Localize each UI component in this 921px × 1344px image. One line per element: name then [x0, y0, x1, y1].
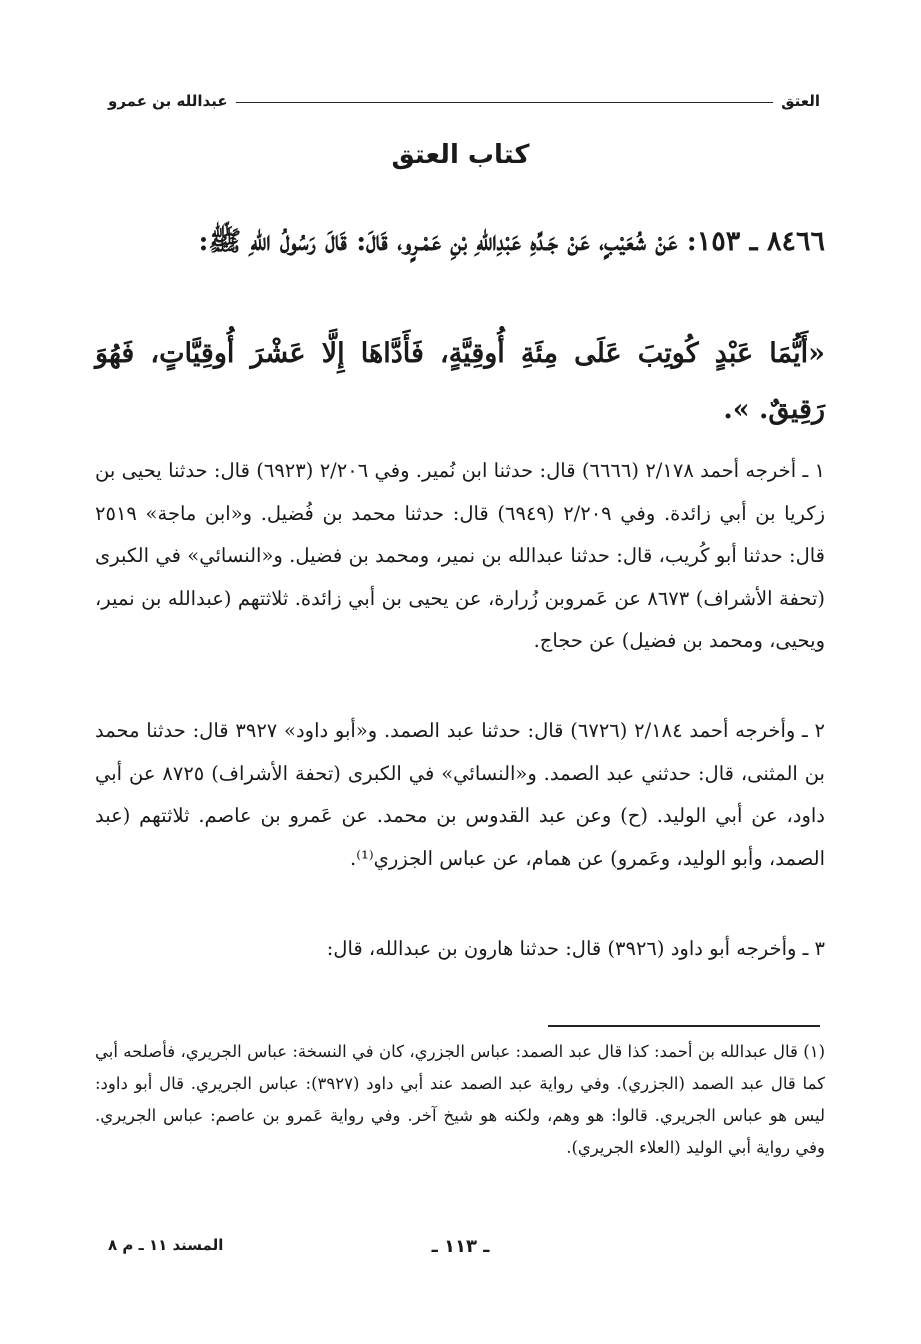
running-header	[108, 88, 820, 114]
takhrij-paragraph-3: ٣ ـ وأخرجه أبو داود (٣٩٢٦) قال: حدثنا هارون بن عبدالله، قال:	[326, 937, 825, 960]
page-number: ـ ١١٣ ـ	[431, 1236, 490, 1257]
header-narrator: عبدالله بن عمرو	[108, 92, 228, 110]
signature-mark: المسند ١١ ـ م ٨	[108, 1236, 224, 1254]
takhrij-paragraph-2: ٢ ـ وأخرجه أحمد ٢/١٨٤ (٦٧٢٦) قال: حدثنا عبد الصمد. و«أبو داود» ٣٩٢٧ قال: حدثنا محمد بن المثنى، قال: حدثني عبد الصمد. و«النسائي» في الكبرى (تحفة الأشراف) ٨٧٢٥ عن أبي داود، عن أبي الوليد. (ح) وعن عبد القدوس بن محمد. عن عَمرو بن عاصم. ثلاثتهم (عبد الصمد، وأبو الوليد، وعَمرو) عن همام، عن عباس الجزري⁽¹⁾.	[95, 719, 825, 870]
chapter-title: كتاب العتق	[391, 140, 530, 170]
takhrij-paragraph-1: ١ ـ أخرجه أحمد ٢/١٧٨ (٦٦٦٦) قال: حدثنا ابن نُمير. وفي ٢/٢٠٦ (٦٩٢٣) قال: حدثنا يحيى بن زكريا بن أبي زائدة. وفي ٢/٢٠٩ (٦٩٤٩) قال: حدثنا محمد بن فُضيل. و«ابن ماجة» ٢٥١٩ قال: حدثنا أبو كُريب، قال: حدثنا عبدالله بن نمير، ومحمد بن فضيل. و«النسائي» في الكبرى (تحفة الأشراف) ٨٦٧٣ عن عَمروبن زُرارة، عن يحيى بن أبي زائدة. ثلاثتهم (عبدالله بن نمير، ويحيى، ومحمد بن فضيل) عن حجاج.	[95, 459, 826, 652]
header-rule	[236, 102, 774, 103]
footnote-separator	[548, 1025, 820, 1027]
hadith-isnad: ٨٤٦٦ ـ ١٥٣: عَنْ شُعَيْبٍ، عَنْ جَـدِّهِ عَبْدِاللهِ بْنِ عَمْـرٍو، قَالَ: قَالَ رَسُولُ اللهِ ﷺ:	[198, 226, 825, 257]
header-chapter: العتق	[781, 92, 820, 110]
footnote: (١) قال عبدالله بن أحمد: كذا قال عبد الصمد: عباس الجزري، كان في النسخة: عباس الجريري، فأصلحه أبي كما قال عبد الصمد (الجزري). وفي رواية عبد الصمد عند أبي داود (٣٩٢٧): عباس الجريري. قال أبو داود: ليس هو عباس الجريري. قالوا: هو وهم، ولكنه هو شيخ آخر. وفي رواية عَمرو بن عاصم: عباس الجريري. وفي رواية أبي الوليد (العلاء الجريري).	[95, 1042, 825, 1157]
hadith-matn: «أَيُّمَا عَبْدٍ كُوتِبَ عَلَى مِئَةِ أُوقِيَّةٍ، فَأَدَّاهَا إِلَّا عَشْرَ أُوقِيَّاتٍ، فَهُوَ رَقِيقٌ. ».	[95, 338, 825, 425]
